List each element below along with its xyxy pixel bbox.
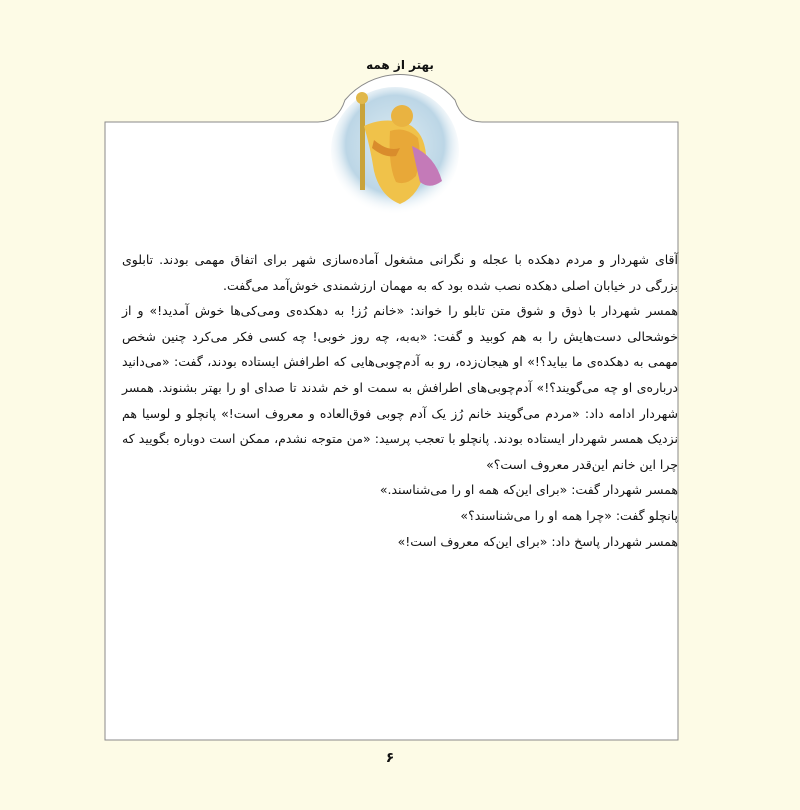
paragraph: همسر شهردار گفت: «برای این‌که همه او را می‌شناسند.» [379,482,678,498]
story-text [122,247,678,554]
running-title: بهتر از همه [366,58,434,72]
paragraph: آقای شهردار و مردم دهکده با عجله و نگرانی مشغول آماده‌سازی شهر برای اتفاق مهمی بودند. تابلوی بزرگی در خیابان اصلی دهکده نصب شده بود که به مهمان ارزشمندی خوش‌آمد می‌گفت. [122,252,678,293]
page-number: ۶ [385,750,395,766]
paragraph: پانچلو گفت: «چرا همه او را می‌شناسند؟» [460,507,678,523]
paragraph: همسر شهردار با ذوق و شوق متن تابلو را خواند: «خانم رُز! به دهکده‌ی ومی‌کی‌ها خوش آمدید!» و از خوشحالی دست‌هایش را به هم کوبید و گفت: «به‌به، چه روز خوبی! چه کسی فکر می‌کرد چنین شخص مهمی به دهکده‌ی ما بیاید؟!» او هیجان‌زده، رو به آدم‌چوبی‌هایی که اطرافش ایستاده بودند، گفت: «می‌دانید درباره‌ی او چه می‌گویند؟!» آدم‌چوبی‌های اطرافش به سمت او خم شدند تا صدای او را بهتر بشنوند. همسر شهردار ادامه داد: «مردم می‌گویند خانم رُز یک آدم چوبی فوق‌العاده و معروف است!» پانچلو و لوسیا هم نزدیک همسر شهردار ایستاده بودند. پانچلو با تعجب پرسید: «من متوجه نشدم، ممکن است دوباره بگویید که چرا این خانم این‌قدر معروف است؟» [122,303,678,472]
golden-figure-illustration [330,86,460,216]
paragraph: همسر شهردار پاسخ داد: «برای این‌که معروف است!» [397,533,678,549]
